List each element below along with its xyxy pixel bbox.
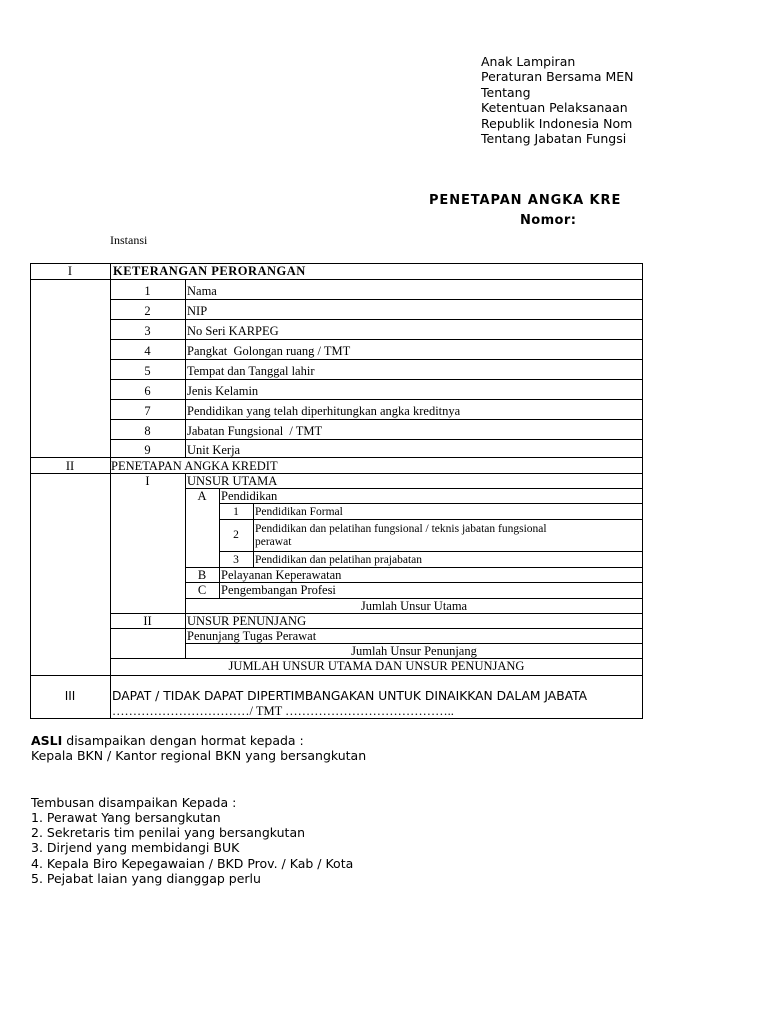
section-heading: KETERANGAN PERORANGAN <box>113 264 306 278</box>
unsur-number: II <box>143 614 152 628</box>
sub-label: Pelayanan Keperawatan <box>221 568 342 582</box>
asli-text: disampaikan dengan hormat kepada : <box>62 733 304 748</box>
tembusan-item: 3. Dirjend yang membidangi BUK <box>31 840 240 855</box>
attachment-header <box>481 54 634 146</box>
item-label: Pendidikan yang telah diperhitungkan angka kreditnya <box>187 404 461 418</box>
tembusan-heading: Tembusan disampaikan Kepada : <box>31 795 237 810</box>
sub-label: Penunjang Tugas Perawat <box>187 629 317 643</box>
item-label: Pangkat Golongan ruang / TMT <box>187 344 351 358</box>
decision-text: DAPAT / TIDAK DAPAT DIPERTIMBANGAKAN UNTUK DINAIKKAN DALAM JABATA <box>112 689 588 703</box>
tembusan-item: 2. Sekretaris tim penilai yang bersangkutan <box>31 825 306 840</box>
item-label: Jabatan Fungsional / TMT <box>187 424 323 438</box>
item-label: Nama <box>187 284 217 298</box>
section-number: II <box>65 459 75 473</box>
document-title: PENETAPAN ANGKA KRE <box>429 193 622 208</box>
sub-letter: C <box>197 583 207 597</box>
sub-letter: B <box>197 568 207 582</box>
item-label: Pendidikan dan pelatihan fungsional / teknis jabatan fungsional <box>255 523 547 535</box>
sub-letter: A <box>197 489 207 503</box>
decision-tmt: ……………………………/ TMT ………………………………….. <box>112 704 454 718</box>
header-line: Tentang Jabatan Fungsi <box>481 131 627 147</box>
tembusan-item: 1. Perawat Yang bersangkutan <box>31 810 221 825</box>
item-label: perawat <box>255 536 292 548</box>
item-number: 2 <box>144 304 151 318</box>
section-number: III <box>64 689 76 703</box>
item-number: 8 <box>144 424 151 438</box>
asli-line <box>31 733 304 748</box>
header-line: Peraturan Bersama MEN <box>481 69 634 85</box>
item-number: 9 <box>144 443 151 457</box>
tembusan-item: 5. Pejabat laian yang dianggap perlu <box>31 871 261 886</box>
item-number: 2 <box>233 529 239 541</box>
item-number: 4 <box>144 344 151 358</box>
subtotal-label: Jumlah Unsur Utama <box>360 599 468 613</box>
asli-bold: ASLI <box>31 733 63 748</box>
sub-label: Pendidikan <box>221 489 278 503</box>
item-label: No Seri KARPEG <box>187 324 279 338</box>
section-number: I <box>67 264 73 278</box>
sub-label: Pengembangan Profesi <box>221 583 336 597</box>
unsur-utama-label: UNSUR UTAMA <box>187 474 278 488</box>
grand-total-label: JUMLAH UNSUR UTAMA DAN UNSUR PENUNJANG <box>228 659 525 673</box>
item-number: 3 <box>233 554 239 566</box>
section-heading: PENETAPAN ANGKA KREDIT <box>111 459 278 473</box>
header-line: Republik Indonesia Nom <box>481 115 633 131</box>
header-line: Ketentuan Pelaksanaan <box>481 100 628 116</box>
nomor-label: Nomor: <box>520 213 577 228</box>
item-label: Pendidikan Formal <box>255 506 343 518</box>
item-label: Unit Kerja <box>187 443 241 457</box>
item-number: 6 <box>144 384 151 398</box>
item-number: 3 <box>144 324 151 338</box>
asli-recipient: Kepala BKN / Kantor regional BKN yang bersangkutan <box>31 748 367 763</box>
header-line: Anak Lampiran <box>481 54 576 69</box>
item-number: 1 <box>144 284 151 298</box>
item-label: Tempat dan Tanggal lahir <box>187 364 315 378</box>
tembusan-item: 4. Kepala Biro Kepegawaian / BKD Prov. / Kab / Kota <box>31 856 354 871</box>
unsur-number: I <box>145 474 150 488</box>
instansi-label: Instansi <box>110 233 148 247</box>
unsur-penunjang-label: UNSUR PENUNJANG <box>187 614 307 628</box>
item-label: NIP <box>187 304 208 318</box>
item-number: 5 <box>144 364 151 378</box>
item-number: 1 <box>233 506 239 518</box>
item-label: Jenis Kelamin <box>187 384 259 398</box>
item-number: 7 <box>144 404 151 418</box>
header-line: Tentang <box>481 84 531 100</box>
subtotal-label: Jumlah Unsur Penunjang <box>351 644 477 658</box>
item-label: Pendidikan dan pelatihan prajabatan <box>255 554 423 566</box>
